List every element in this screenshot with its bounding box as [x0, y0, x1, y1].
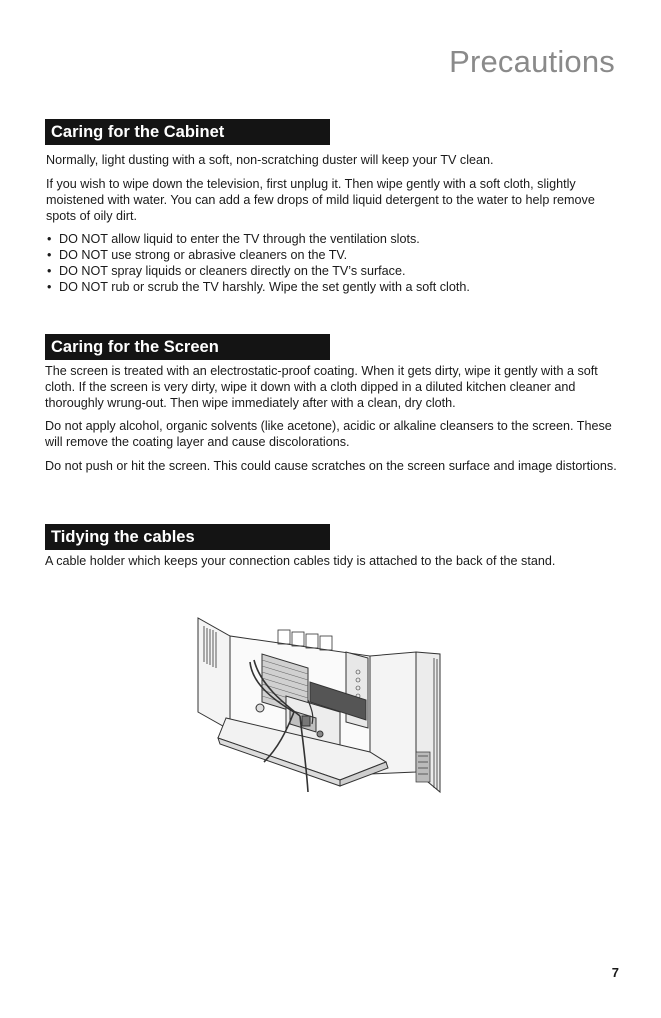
screen-paragraph-2: Do not apply alcohol, organic solvents (like acetone), acidic or alkaline cleansers to the screen. These will remove the coating layer and cause discolorations.	[45, 419, 612, 449]
cabinet-bullet-list	[46, 231, 620, 295]
list-item: • DO NOT rub or scrub the TV harshly. Wipe the set gently with a soft cloth.	[46, 279, 620, 295]
list-item: • DO NOT use strong or abrasive cleaners on the TV.	[46, 247, 620, 263]
screen-paragraph-1: The screen is treated with an electrostatic-proof coating. When it gets dirty, wipe it gently with a soft cloth. If the screen is very dirty, wipe it down with a cloth dipped in a diluted kitchen cleaner and thoroughly wrung-out. Then wipe immediately after with a clean, dry cloth.	[45, 364, 598, 410]
list-item: • DO NOT spray liquids or cleaners directly on the TV’s surface.	[46, 263, 620, 279]
cables-paragraph-1: A cable holder which keeps your connection cables tidy is attached to the back of the stand.	[45, 554, 556, 568]
cabinet-paragraph-2: If you wish to wipe down the television, first unplug it. Then wipe gently with a soft cloth, slightly moistened with water. You can add a few drops of mild liquid detergent to the water to help remove spots of oily dirt.	[46, 177, 595, 223]
tv-rear-cable-holder-illustration	[190, 612, 470, 800]
list-item: • DO NOT allow liquid to enter the TV through the ventilation slots.	[46, 231, 620, 247]
cabinet-paragraph-1: Normally, light dusting with a soft, non-scratching duster will keep your TV clean.	[46, 153, 494, 167]
section-heading-cabinet: Caring for the Cabinet	[45, 119, 330, 145]
page-number: 7	[611, 965, 619, 980]
section-heading-screen: Caring for the Screen	[45, 334, 330, 360]
page-title: Precautions	[449, 44, 615, 79]
section-heading-cables: Tidying the cables	[45, 524, 330, 550]
screen-paragraph-3: Do not push or hit the screen. This could cause scratches on the screen surface and image distortions.	[45, 459, 617, 473]
